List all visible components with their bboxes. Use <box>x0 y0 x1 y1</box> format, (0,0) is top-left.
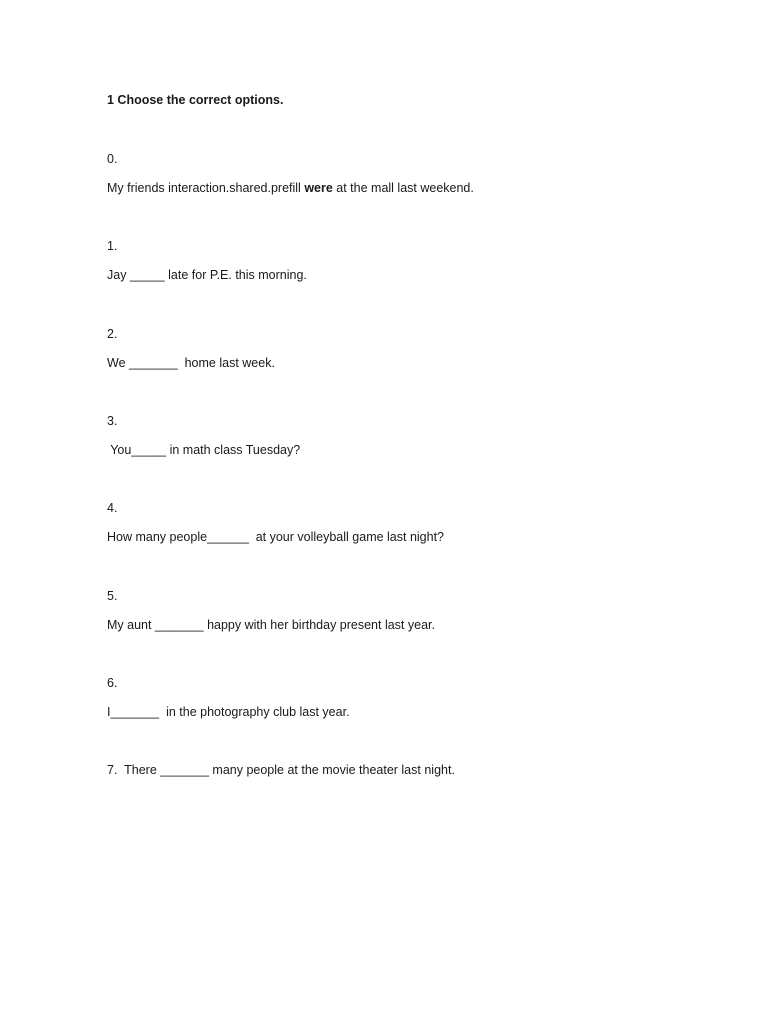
item-2-number: 2. <box>107 327 118 341</box>
item-1-number: 1. <box>107 239 118 253</box>
item-0-sentence-before: My friends interaction.shared.prefill <box>107 181 305 195</box>
item-4-number: 4. <box>107 501 118 515</box>
item-1-sentence: Jay _____ late for P.E. this morning. <box>107 268 307 282</box>
item-0-sentence-after: at the mall last weekend. <box>332 181 474 195</box>
item-0-sentence <box>107 180 474 196</box>
item-2-sentence: We _______ home last week. <box>107 356 275 370</box>
item-6-sentence: I_______ in the photography club last year. <box>107 705 350 719</box>
item-3-sentence: You_____ in math class Tuesday? <box>107 443 301 457</box>
exercise-title: 1 Choose the correct options. <box>107 93 284 107</box>
item-0-answer: were <box>304 181 333 195</box>
item-7-sentence: 7. There _______ many people at the movie theater last night. <box>107 763 455 777</box>
item-0-number: 0. <box>107 152 118 166</box>
item-5-sentence: My aunt _______ happy with her birthday present last year. <box>107 618 435 632</box>
item-3-number: 3. <box>107 414 118 428</box>
item-6-number: 6. <box>107 676 118 690</box>
item-4-sentence: How many people______ at your volleyball game last night? <box>107 530 445 544</box>
item-5-number: 5. <box>107 589 118 603</box>
